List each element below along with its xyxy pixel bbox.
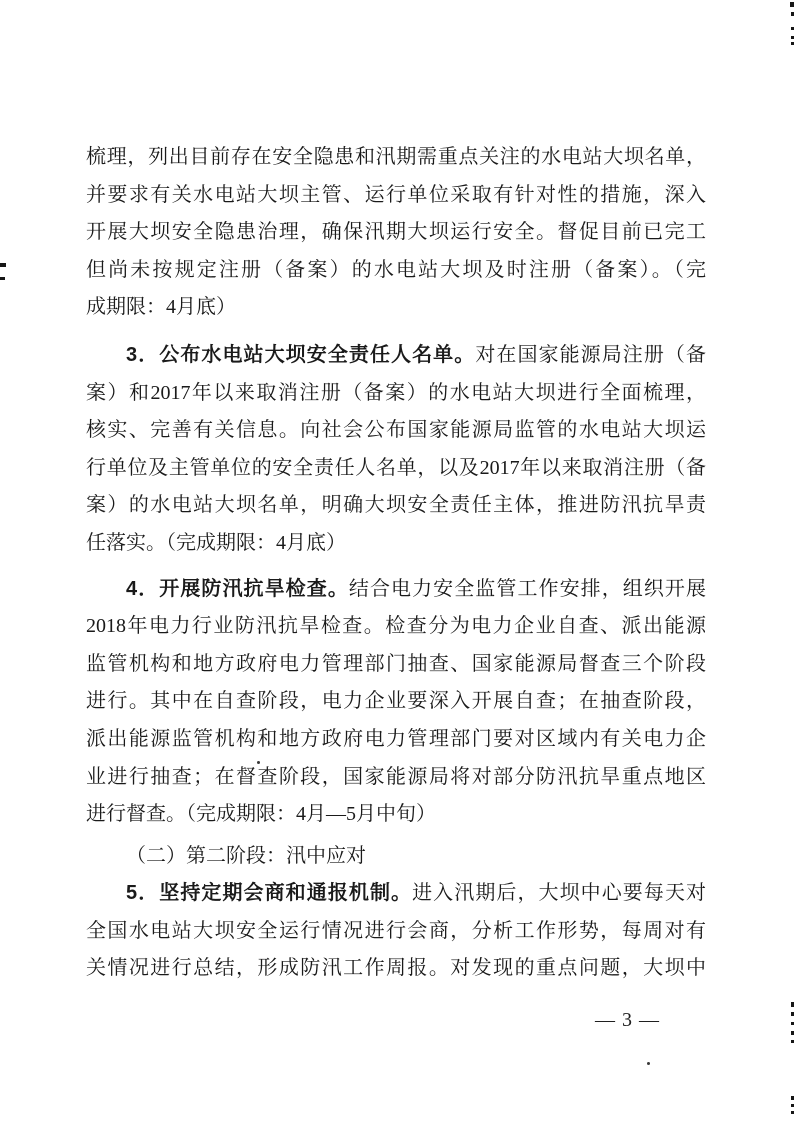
paragraph-text: 对在国家能源局注册（备: [475, 343, 706, 366]
paragraph-lead: 4．开展防汛抗旱检查。: [126, 577, 349, 600]
paragraph-lead: 5．坚持定期会商和通报机制。: [126, 882, 413, 905]
text-line: 派出能源监管机构和地方政府电力管理部门要对区域内有关电力企: [86, 727, 706, 750]
text-line: 监管机构和地方政府电力管理部门抽查、国家能源局督查三个阶段: [86, 652, 706, 675]
paragraph-text: 进入汛期后，大坝中心要每天对: [412, 882, 706, 905]
scan-artifact: [0, 277, 5, 280]
text-line: 但尚未按规定注册（备案）的水电站大坝及时注册（备案）。（完: [86, 258, 706, 281]
text-line: 开展大坝安全隐患治理，确保汛期大坝运行安全。督促目前已完工: [86, 221, 706, 244]
section-heading: [86, 838, 706, 876]
text-line: 进行。其中在自查阶段，电力企业要深入开展自查；在抽查阶段，: [86, 690, 706, 713]
paragraph-continuation: [86, 139, 706, 327]
paragraph-lead: 3．公布水电站大坝安全责任人名单。: [126, 343, 476, 366]
paragraph-item-3: [86, 337, 706, 563]
document-body: [86, 139, 706, 988]
text-line: [86, 571, 706, 609]
text-line: 梳理，列出目前存在安全隐患和汛期需重点关注的水电站大坝名单，: [86, 146, 706, 168]
text-line: 并要求有关水电站大坝主管、运行单位采取有针对性的措施，深入: [86, 183, 706, 206]
text-line: 任落实。（完成期限：4月底）: [86, 531, 346, 554]
paragraph-item-5: [86, 875, 706, 988]
page-number: — 3 —: [595, 1009, 660, 1031]
text-line: 全国水电站大坝安全运行情况进行会商，分析工作形势，每周对有: [86, 919, 706, 942]
scan-artifact: [0, 263, 6, 267]
scan-artifact: [790, 2, 794, 7]
text-line: 关情况进行总结，形成防汛工作周报。对发现的重点问题，大坝中: [86, 957, 706, 980]
paragraph-item-4: [86, 571, 706, 834]
paragraph-text: 结合电力安全监管工作安排，组织开展: [348, 577, 706, 600]
text-line: [86, 875, 706, 913]
text-line: 成期限：4月底）: [86, 296, 236, 319]
scan-speck: [647, 1062, 650, 1065]
text-line: 进行督查。（完成期限：4月—5月中旬）: [86, 803, 436, 826]
text-line: 核实、完善有关信息。向社会公布国家能源局监管的水电站大坝运: [86, 419, 706, 442]
text-line: [86, 337, 706, 375]
text-line: 案）的水电站大坝名单，明确大坝安全责任主体，推进防汛抗旱责: [86, 494, 706, 517]
text-line: 业进行抽查；在督查阶段，国家能源局将对部分防汛抗旱重点地区: [86, 765, 706, 788]
scan-speck: [257, 761, 260, 764]
text-line: （二）第二阶段：汛中应对: [126, 844, 366, 867]
text-line: 2018年电力行业防汛抗旱检查。检查分为电力企业自查、派出能源: [86, 615, 706, 638]
text-line: 行单位及主管单位的安全责任人名单，以及2017年以来取消注册（备: [86, 456, 706, 479]
text-line: 案）和2017年以来取消注册（备案）的水电站大坝进行全面梳理，: [86, 381, 706, 404]
